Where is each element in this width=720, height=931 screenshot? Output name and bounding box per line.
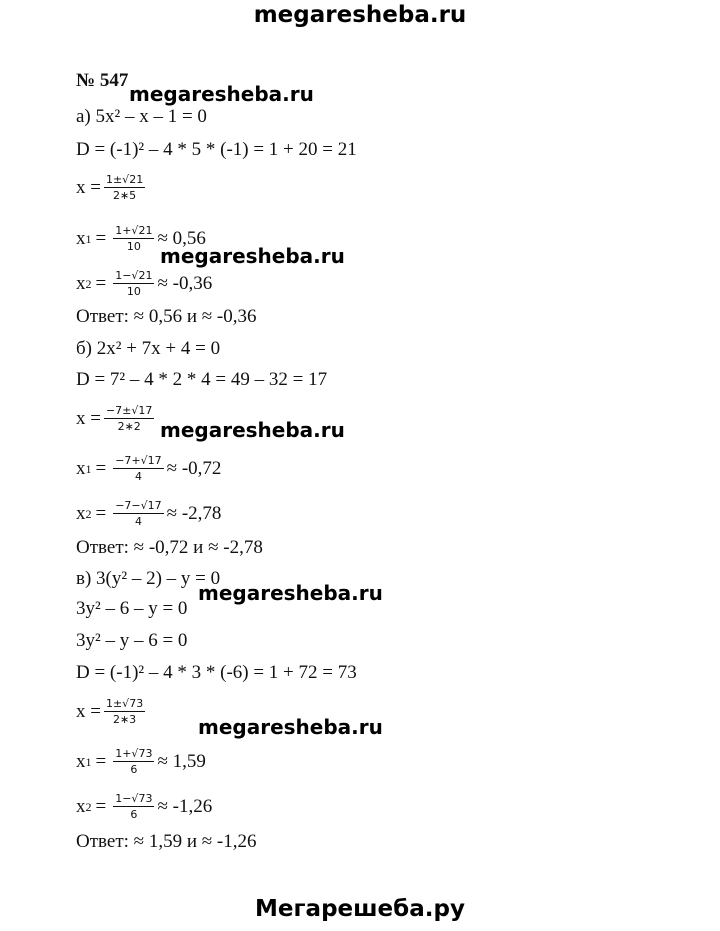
answer-c: Ответ: ≈ 1,59 и ≈ -1,26	[76, 831, 257, 852]
step2-c: 3y² – y – 6 = 0	[76, 630, 188, 651]
fraction: $\frac{1\pm√21}{2∗5}$	[105, 173, 144, 202]
root-formula-c: x = $\frac{1\pm√73}{2∗3}$	[76, 697, 144, 726]
root-formula-a: x = $\frac{1\pm√21}{2∗5}$	[76, 173, 144, 202]
watermark-mid: megaresheba.ru	[160, 244, 345, 268]
root-x1-c: x 1 = $\frac{1+√73}{6}$ ≈ 1,59	[76, 747, 206, 776]
equation-b: б) 2x² + 7x + 4 = 0	[76, 338, 221, 359]
watermark-top: megaresheba.ru	[253, 2, 467, 28]
discriminant-b: D = 7² – 4 * 2 * 4 = 49 – 32 = 17	[76, 369, 328, 390]
fraction: $\frac{1-√21}{10}$	[115, 269, 153, 298]
root-x2-c: x 2 = $\frac{1-√73}{6}$ ≈ -1,26	[76, 792, 213, 821]
watermark-mid: megaresheba.ru	[160, 418, 345, 442]
fraction: $\frac{-7\pm√17}{2∗2}$	[105, 404, 153, 433]
fraction: $\frac{1\pm√73}{2∗3}$	[105, 697, 144, 726]
watermark-mid: megaresheba.ru	[129, 82, 314, 106]
equation-c: в) 3(y² – 2) – y = 0	[76, 568, 221, 589]
answer-b: Ответ: ≈ -0,72 и ≈ -2,78	[76, 537, 263, 558]
answer-a: Ответ: ≈ 0,56 и ≈ -0,36	[76, 306, 257, 327]
watermark-bottom: Мегарешеба.ру	[255, 896, 465, 922]
discriminant-a: D = (-1)² – 4 * 5 * (-1) = 1 + 20 = 21	[76, 139, 357, 160]
fraction: $\frac{1+√21}{10}$	[115, 224, 153, 253]
watermark-mid: megaresheba.ru	[198, 581, 383, 605]
fraction: $\frac{1-√73}{6}$	[115, 792, 153, 821]
root-x1-b: x 1 = $\frac{-7+√17}{4}$ ≈ -0,72	[76, 454, 222, 483]
fraction: $\frac{-7+√17}{4}$	[115, 454, 162, 483]
fraction: $\frac{-7-√17}{4}$	[115, 499, 162, 528]
fraction: $\frac{1+√73}{6}$	[115, 747, 153, 776]
root-x1-a: x 1 = $\frac{1+√21}{10}$ ≈ 0,56	[76, 224, 206, 253]
step1-c: 3y² – 6 – y = 0	[76, 598, 188, 619]
root-formula-b: x = $\frac{-7\pm√17}{2∗2}$	[76, 404, 153, 433]
problem-number: № 547	[76, 70, 129, 91]
discriminant-c: D = (-1)² – 4 * 3 * (-6) = 1 + 72 = 73	[76, 662, 357, 683]
root-x2-a: x 2 = $\frac{1-√21}{10}$ ≈ -0,36	[76, 269, 213, 298]
watermark-mid: megaresheba.ru	[198, 715, 383, 739]
root-x2-b: x 2 = $\frac{-7-√17}{4}$ ≈ -2,78	[76, 499, 222, 528]
equation-a: а) 5x² – x – 1 = 0	[76, 106, 207, 127]
